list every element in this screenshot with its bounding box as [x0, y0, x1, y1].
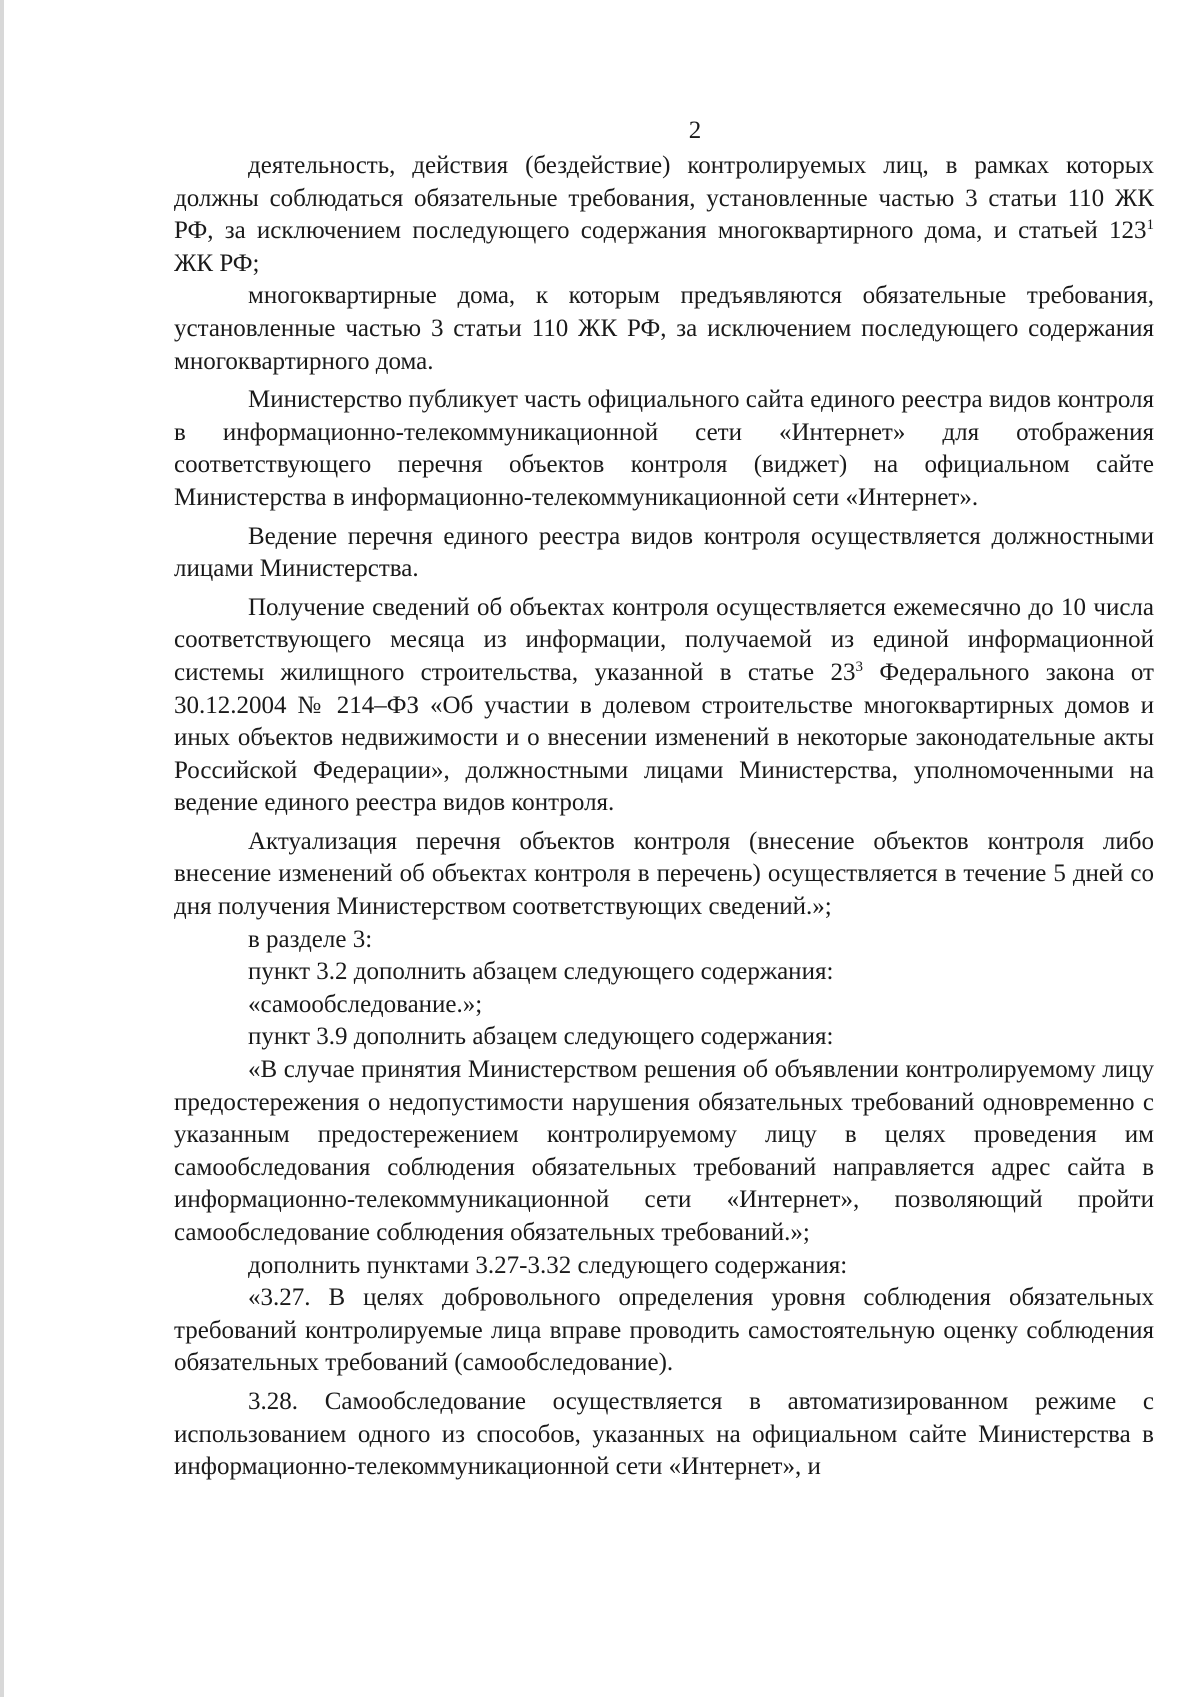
- paragraph-1-text: деятельность, действия (бездействие) контролируемых лиц, в рамках которых должны соблюдаться обязательные требования, установленные частью 3 статьи 110 ЖК РФ, за исключением последующего содержания многоквартирного дома, и статьей 123: [174, 152, 1154, 245]
- paragraph-12: дополнить пунктами 3.27-3.32 следующего содержания:: [248, 1251, 848, 1279]
- paragraph-3: Министерство публикует часть официального сайта единого реестра видов контроля в информационно-телекоммуникационной сети «Интернет» для отображения соответствующего перечня объектов контроля (виджет) на официальном сайте Министерства в информационно-телекоммуникационной сети «Интернет».: [174, 386, 1154, 511]
- paragraph-5-superscript: 3: [855, 658, 863, 675]
- paragraph-14: 3.28. Самообследование осуществляется в автоматизированном режиме с использованием одного из способов, указанных на официальном сайте Министерства в информационно-телекоммуникационной сети «Интернет», и: [174, 1387, 1154, 1481]
- paragraph-5-tail: Федерального закона от 30.12.2004 № 214–ФЗ «Об участии в долевом строительстве многоквартирных домов и иных объектов недвижимости и о внесении изменений в некоторые законодательные акты Российской Федерации», должностными лицами Министерства, уполномоченными на ведение единого реестра видов контроля.: [174, 658, 1154, 817]
- paragraph-7: в разделе 3:: [248, 925, 373, 953]
- page-number: 2: [688, 117, 702, 144]
- paragraph-8: пункт 3.2 дополнить абзацем следующего содержания:: [248, 958, 834, 986]
- paragraph-6: Актуализация перечня объектов контроля (внесение объектов контроля либо внесение изменений об объектах контроля в перечень) осуществляется в течение 5 дней со дня получения Министерством соответствующих сведений.»;: [174, 827, 1154, 921]
- paragraph-2: многоквартирные дома, к которым предъявляются обязательные требования, установленные частью 3 статьи 110 ЖК РФ, за исключением последующего содержания многоквартирного дома.: [174, 282, 1154, 375]
- paragraph-1-superscript: 1: [1146, 217, 1154, 234]
- scan-edge: [0, 0, 4, 1697]
- paragraph-1-tail: ЖК РФ;: [174, 249, 260, 277]
- paragraph-5-text: Получение сведений об объектах контроля осуществляется ежемесячно до 10 числа соответствующего месяца из информации, получаемой из единой информационной системы жилищного строительства, указанной в статье 23: [174, 593, 1154, 686]
- paragraph-11: «В случае принятия Министерством решения об объявлении контролируемому лицу предостережения о недопустимости нарушения обязательных требований одновременно с указанным предостережением контролируемому лицу в целях проведения им самообследования соблюдения обязательных требований направляется адрес сайта в информационно-телекоммуникационной сети «Интернет», позволяющий пройти самообследование соблюдения обязательных требований.»;: [174, 1056, 1154, 1246]
- paragraph-10: пункт 3.9 дополнить абзацем следующего содержания:: [248, 1023, 834, 1051]
- paragraph-1: [174, 150, 1154, 280]
- paragraph-9: «самообследование.»;: [248, 990, 483, 1018]
- paragraph-4: Ведение перечня единого реестра видов контроля осуществляется должностными лицами Министерства.: [174, 522, 1154, 583]
- paragraph-5: [174, 592, 1154, 820]
- document-body: [174, 150, 1154, 1484]
- paragraph-13: «3.27. В целях добровольного определения уровня соблюдения обязательных требований контролируемые лица вправе проводить самостоятельную оценку соблюдения обязательных требований (самообследование).: [174, 1284, 1154, 1377]
